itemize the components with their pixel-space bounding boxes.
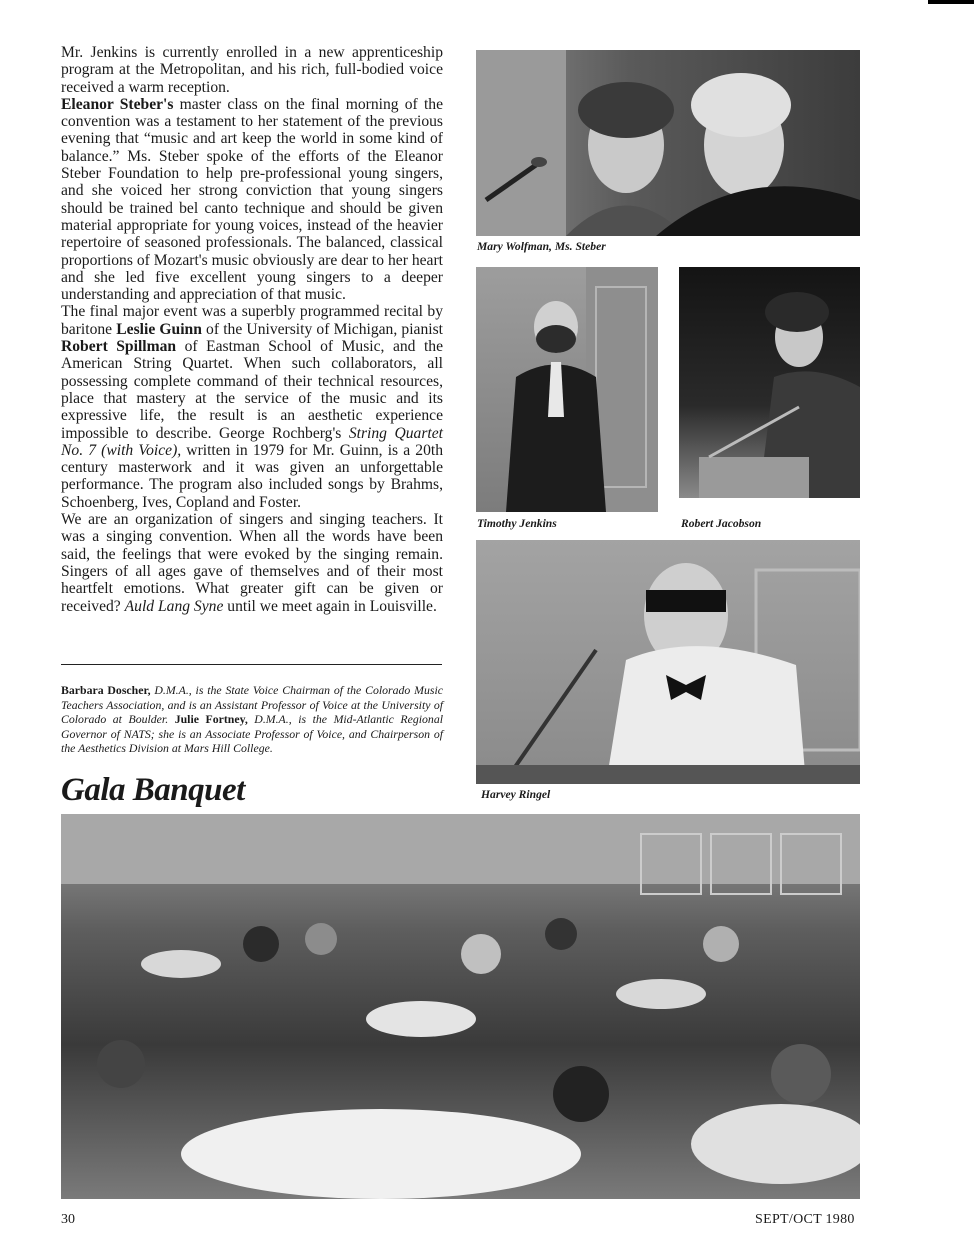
section-title: Gala Banquet xyxy=(61,772,245,808)
paragraph-3: The final major event was a superbly programmed recital by baritone Leslie Guinn of the University of Michigan, pianist Robert Spillman of Eastman School of Music, and the American String Quartet. When such collaborators, all possessing complete command of their technical resources, place that mastery at the service of the music and its expressive life, the result is an aesthetic experience impossible to describe. George Rochberg's String Quartet No. 7 (with Voice), written in 1979 for Mr. Guinn, is a 20th century masterwork and it was given an unforgettable performance. The program also included songs by Brahms, Schoenberg, Ives, Copland and Foster. xyxy=(61,303,444,511)
page-number: 30 xyxy=(61,1212,75,1227)
name-leslie-guinn: Leslie Guinn xyxy=(116,320,202,338)
author-name-2: Julie Fortney, xyxy=(174,712,248,727)
paragraph-1: Mr. Jenkins is currently enrolled in a new apprenticeship program at the Metropolitan, and his rich, full-bodied voice received a warm reception. xyxy=(61,44,443,96)
caption-photo4: Harvey Ringel xyxy=(481,788,551,801)
top-corner-rule xyxy=(928,0,974,4)
photo-gala-banquet xyxy=(61,814,860,1199)
caption-photo1: Mary Wolfman, Ms. Steber xyxy=(477,240,606,253)
song-title: Auld Lang Syne xyxy=(124,597,224,615)
caption-photo2: Timothy Jenkins xyxy=(477,517,557,530)
photo-wolfman-steber xyxy=(476,50,860,236)
photo-robert-jacobson xyxy=(679,267,860,498)
author-name-1: Barbara Doscher, xyxy=(61,683,151,697)
name-eleanor-steber: Eleanor Steber's xyxy=(61,95,174,113)
paragraph-2: Eleanor Steber's master class on the final morning of the convention was a testament to her statement of the previous evening that “music and art keep the world in some kind of balance.” Ms. Steber spoke of the efforts of the Eleanor Steber Foundation to help pre-professional young singers, and she voiced her strong conviction that young singers should be trained bel canto technique and should be given material appropriate for young voices, instead of the heavier repertoire of seasoned professionals. The balanced, classical proportions of Mozart's music obviously are dear to her heart and she led five excellent young singers to a deeper understanding and appreciation of that music. xyxy=(61,95,443,304)
photo-harvey-ringel xyxy=(476,540,860,784)
paragraph-4: We are an organization of singers and singing teachers. It was a singing convention. When all the words have been said, the feelings that were evoked by the singing remain. Singers of all ages gave of themselves and of their most heartfelt emotions. What greater gift can be given or received? Auld Lang Syne until we meet again in Louisville. xyxy=(61,511,443,615)
issue-date: SEPT/OCT 1980 xyxy=(755,1212,855,1227)
work-title: String Quartet No. 7 (with Voice), xyxy=(61,424,443,459)
section-divider xyxy=(61,664,442,665)
author-bio: Barbara Doscher, D.M.A., is the State Voice Chairman of the Colorado Music Teachers Association, and is an Assistant Professor of Voice at the University of Colorado at Boulder. Julie Fortney, D.M.A., is the Mid-Atlantic Regional Governor of NATS; she is an Associate Professor of Voice, and Chairperson of the Aesthetics Division at Mars Hill College. xyxy=(61,683,443,756)
name-robert-spillman: Robert Spillman xyxy=(61,338,177,356)
photo-timothy-jenkins xyxy=(476,267,658,512)
article-body xyxy=(61,44,443,615)
caption-photo3: Robert Jacobson xyxy=(681,517,762,530)
